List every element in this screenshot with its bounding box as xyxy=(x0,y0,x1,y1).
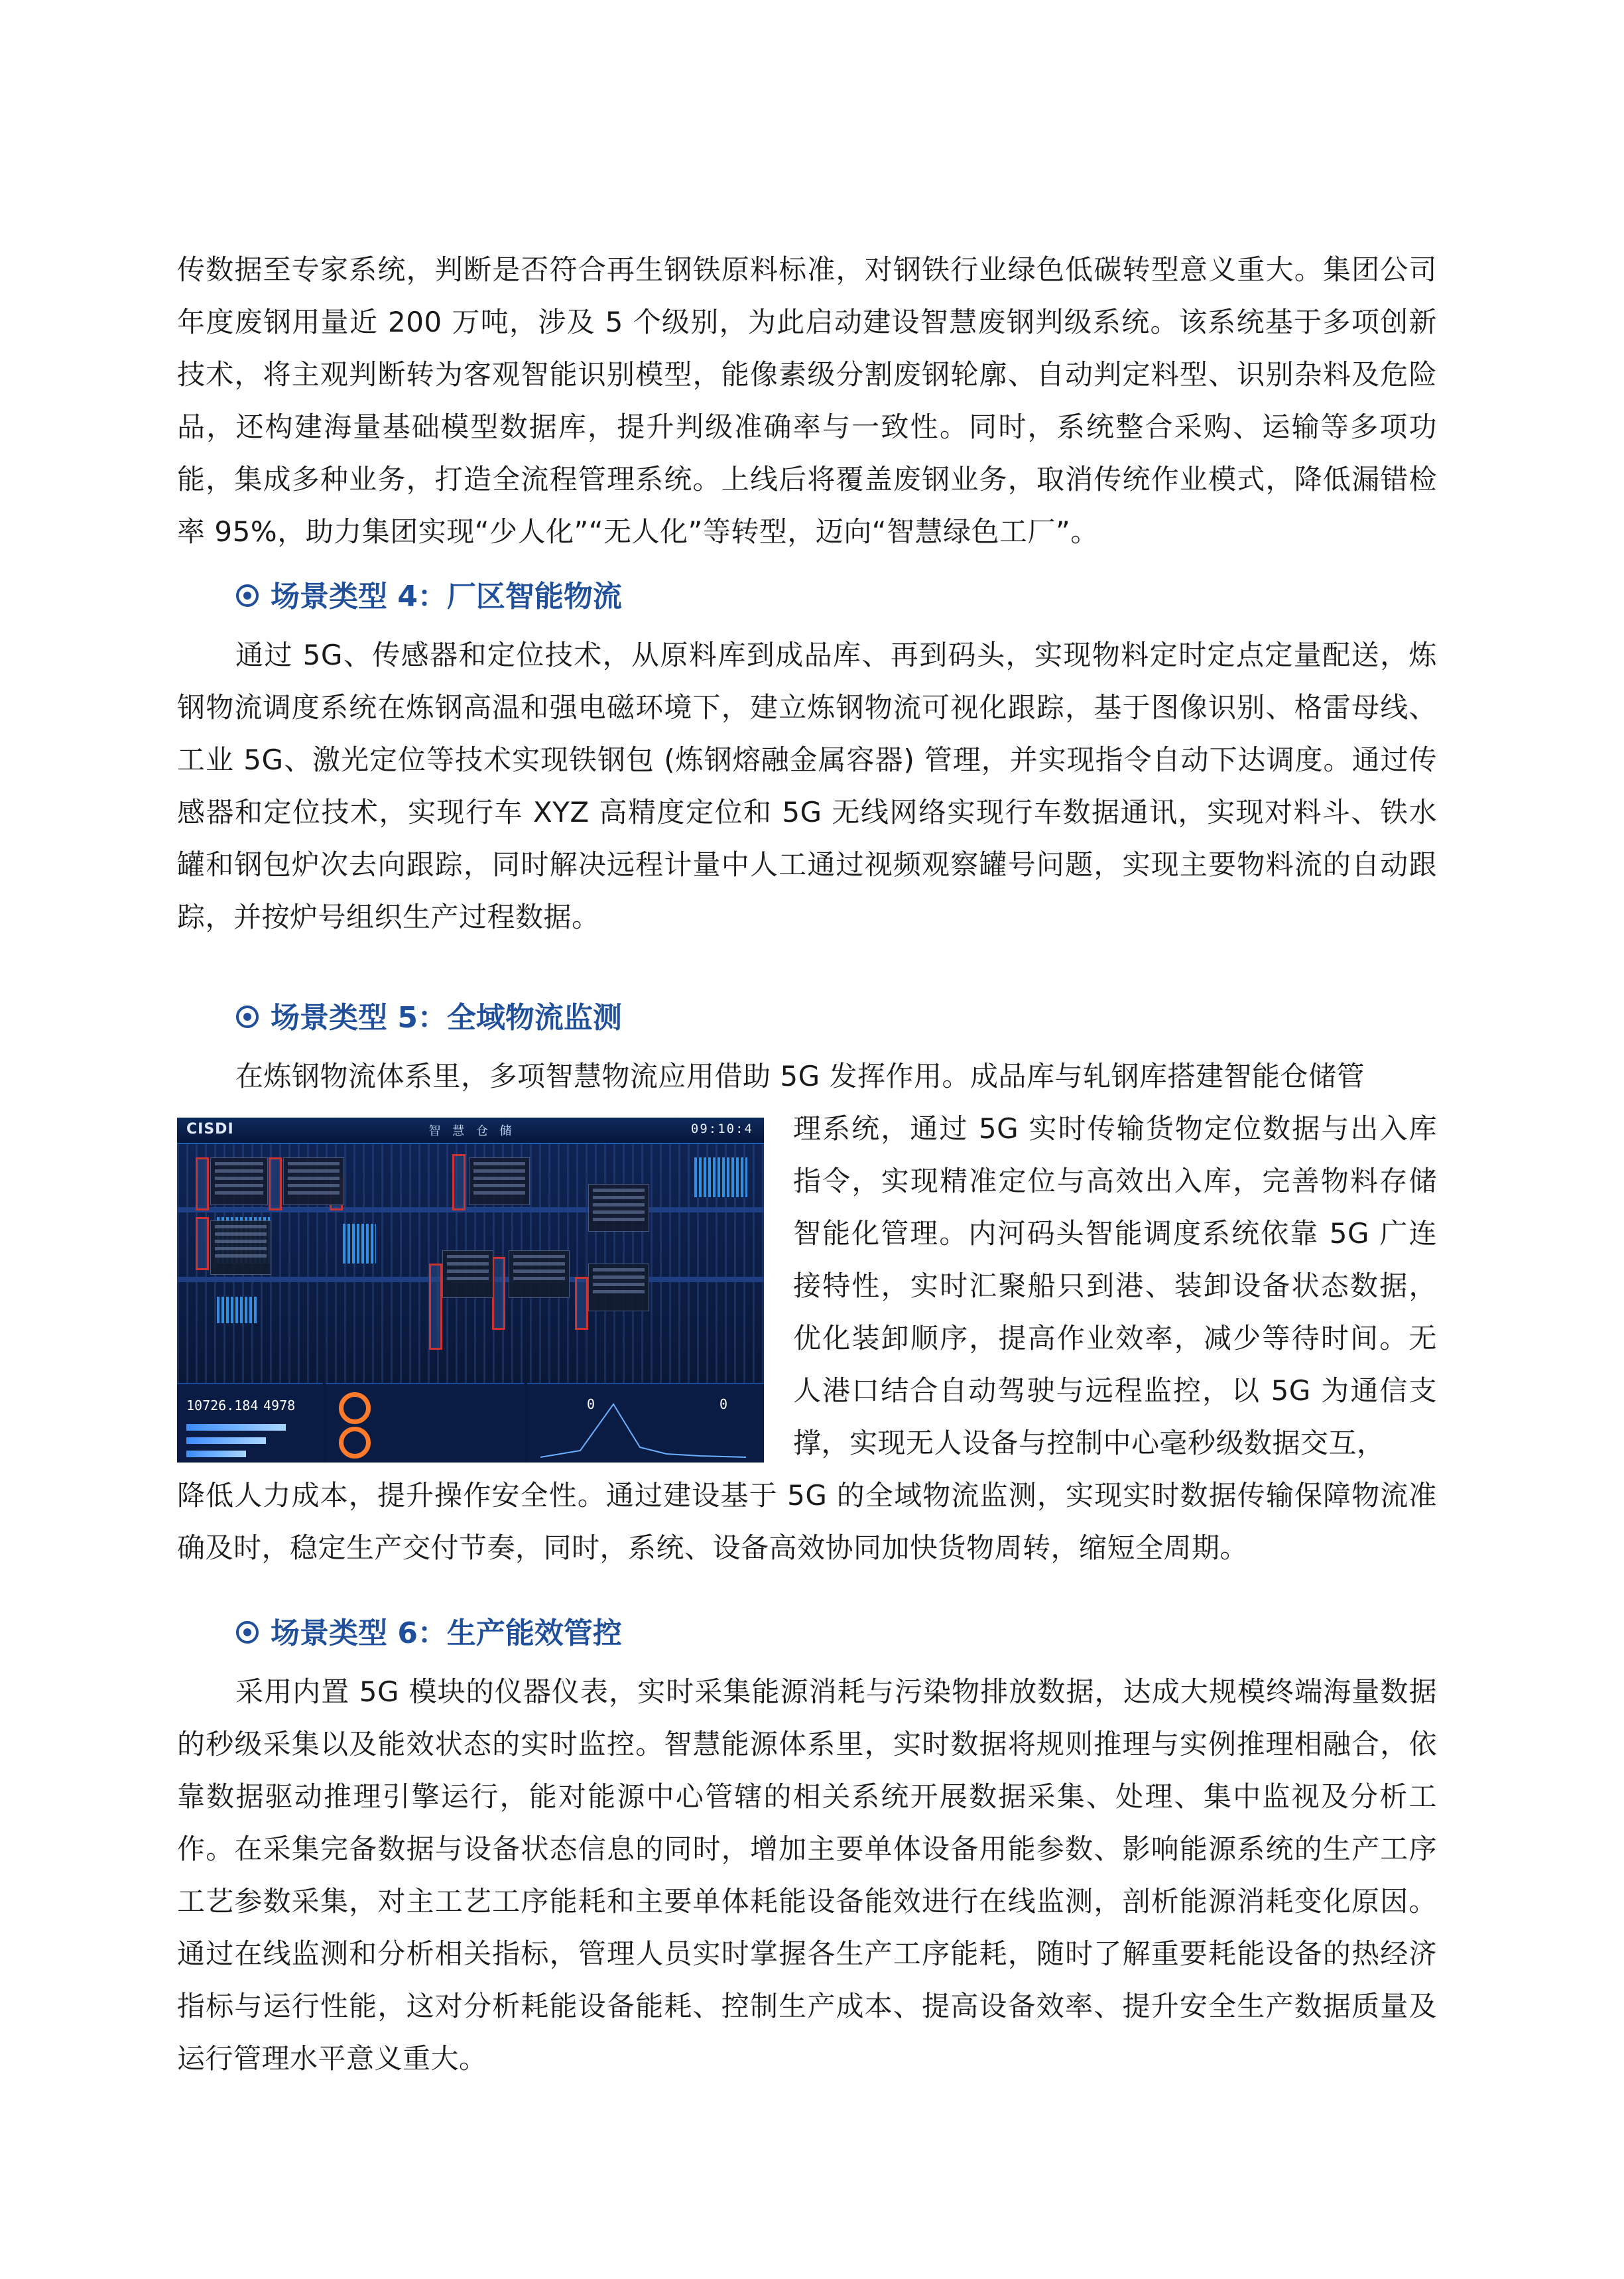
paragraph-text: 通过 5G、传感器和定位技术，从原料库到成品库、再到码头，实现物料定时定点定量配送，炼钢物流调度系统在炼钢高温和强电磁环境下，建立炼钢物流可视化跟踪，基于图像识别、格雷母线、工业 5G、激光定位等技术实现铁钢包 (炼钢熔融金属容器) 管理，并实现指令自动下达调度。通过传感器和定位技术，实现行车 XYZ 高精度定位和 5G 无线网络实现行车数据通讯，实现对料斗、铁水罐和钢包炉次去向跟踪，同时解决远程计量中人工通过视频观察罐号问题，实现主要物料流的自动跟踪，并按炉号组织生产过程数据。 xyxy=(177,639,1437,933)
paragraph-logistics-side xyxy=(793,1102,1437,1469)
paragraph-plant-logistics xyxy=(177,629,1437,943)
progress-ring xyxy=(339,1427,371,1459)
info-popup xyxy=(588,1264,649,1311)
rack-marker xyxy=(575,1277,588,1330)
paragraph-text: 传数据至专家系统，判断是否符合再生钢铁原料标准，对钢铁行业绿色低碳转型意义重大。集团公司年度废钢用量近 200 万吨，涉及 5 个级别，为此启动建设智慧废钢判级系统。该系统基于多项创新技术，将主观判断转为客观智能识别模型，能像素级分割废钢轮廓、自动判定料型、识别杂料及危险品，还构建海量基础模型数据库，提升判级准确率与一致性。同时，系统整合采购、运输等多项功能，集成多种业务，打造全流程管理系统。上线后将覆盖废钢业务，取消传统作业模式，降低漏错检率 95%，助力集团实现“少人化”“无人化”等转型，迈向“智慧绿色工厂”。 xyxy=(177,253,1437,548)
info-popup xyxy=(210,1157,268,1205)
kpi-bar xyxy=(186,1451,246,1457)
paragraph-logistics-rest xyxy=(177,1469,1437,1574)
dashboard-clock: 09:10:4 xyxy=(690,1122,753,1136)
section-heading-5 xyxy=(236,998,622,1038)
dashboard-title: 智 慧 仓 储 xyxy=(428,1124,516,1138)
info-popup xyxy=(283,1157,344,1205)
paragraph-text: 在炼钢物流体系里，多项智慧物流应用借助 5G 发挥作用。成品库与轧钢库搭建智能仓储管 xyxy=(235,1060,1365,1092)
info-popup xyxy=(469,1157,530,1205)
rack-marker xyxy=(269,1157,282,1210)
warehouse-3d-view xyxy=(177,1144,764,1383)
paragraph-text: 采用内置 5G 模块的仪器仪表，实时采集能源消耗与污染物排放数据，达成大规模终端海量数据的秒级采集以及能效状态的实时监控。智慧能源体系里，实时数据将规则推理与实例推理相融合，依靠数据驱动推理引擎运行，能对能源中心管辖的相关系统开展数据采集、处理、集中监视及分析工作。在采集完备数据与设备状态信息的同时，增加主要单体设备用能参数、影响能源系统的生产工序工艺参数采集，对主工艺工序能耗和主要单体耗能设备能效进行在线监测，剖析能源消耗变化原因。通过在线监测和分析相关指标，管理人员实时掌握各生产工序能耗，随时了解重要耗能设备的热经济指标与运行性能，这对分析耗能设备能耗、控制生产成本、提高设备效率、提升安全生产数据质量及运行管理水平意义重大。 xyxy=(177,1675,1437,2075)
rack-marker xyxy=(196,1217,209,1270)
rack-marker xyxy=(452,1154,466,1210)
rack-marker xyxy=(196,1157,209,1210)
kpi-value: 10726.184 xyxy=(186,1398,259,1413)
kpi-value: 4978 xyxy=(263,1398,296,1413)
paragraph-text: 降低人力成本，提升操作安全性。通过建设基于 5G 的全域物流监测，实现实时数据传输保障物流准确及时，稳定生产交付节奏，同时，系统、设备高效协同加快货物周转，缩短全周期。 xyxy=(177,1479,1437,1564)
heading-text: 场景类型 5：全域物流监测 xyxy=(271,1001,622,1035)
kpi-value: 0 xyxy=(587,1396,595,1412)
info-popup xyxy=(509,1250,570,1298)
storage-block xyxy=(694,1157,747,1197)
kpi-bar xyxy=(186,1437,266,1444)
heading-text: 场景类型 4：厂区智能物流 xyxy=(271,580,622,614)
heading-text: 场景类型 6：生产能效管控 xyxy=(271,1616,622,1650)
smart-warehouse-dashboard-image xyxy=(177,1118,764,1463)
paragraph-energy xyxy=(177,1665,1437,2085)
dashboard-ring-panel xyxy=(326,1383,525,1463)
kpi-bar xyxy=(186,1424,286,1431)
info-popup xyxy=(442,1250,493,1298)
target-bullet-icon xyxy=(236,1006,259,1028)
target-bullet-icon xyxy=(236,584,259,607)
section-heading-4 xyxy=(236,577,622,617)
storage-block xyxy=(343,1224,376,1264)
dashboard-header xyxy=(177,1118,764,1144)
cisdi-logo: CISDI xyxy=(186,1121,234,1138)
paragraph-logistics-intro xyxy=(177,1050,1437,1102)
paragraph-waste-steel xyxy=(177,243,1437,558)
storage-block xyxy=(217,1297,257,1323)
dashboard-kpi-panel xyxy=(177,1383,323,1463)
info-popup xyxy=(588,1184,649,1232)
trend-line-chart xyxy=(527,1384,764,1463)
info-popup xyxy=(210,1220,271,1275)
progress-ring xyxy=(339,1392,371,1424)
shelf xyxy=(177,1207,764,1212)
rack-marker xyxy=(492,1257,505,1330)
kpi-value: 0 xyxy=(719,1396,728,1412)
target-bullet-icon xyxy=(236,1621,259,1644)
rack-marker xyxy=(429,1264,442,1350)
section-heading-6 xyxy=(236,1614,622,1654)
dashboard-chart-panel xyxy=(527,1383,764,1463)
paragraph-text: 理系统，通过 5G 实时传输货物定位数据与出入库指令，实现精准定位与高效出入库，完善物料存储智能化管理。内河码头智能调度系统依靠 5G 广连接特性，实时汇聚船只到港、装卸设备状态数据，优化装卸顺序，提高作业效率，减少等待时间。无人港口结合自动驾驶与远程监控，以 5G 为通信支撑，实现无人设备与控制中心毫秒级数据交互， xyxy=(793,1112,1437,1459)
